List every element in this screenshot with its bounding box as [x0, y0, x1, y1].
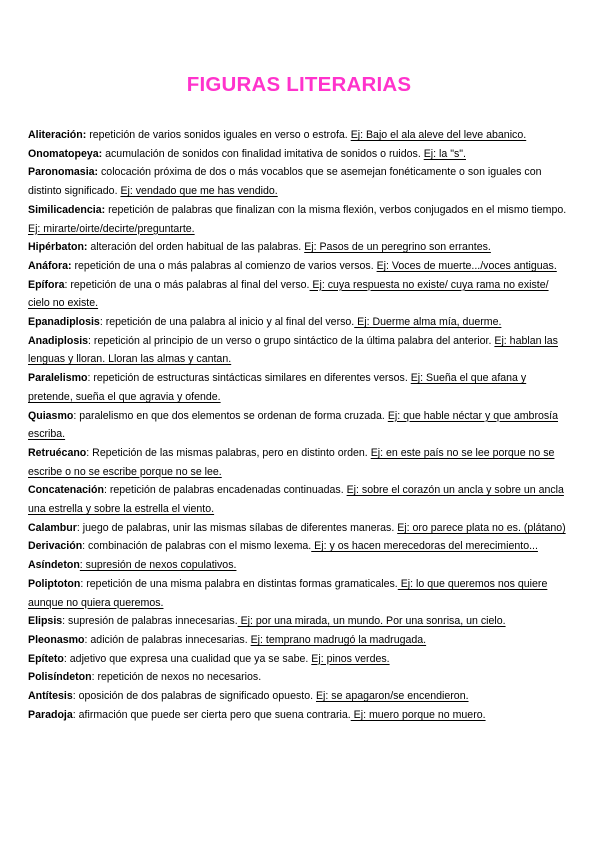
figure-example: Ej: en este país no se lee porque no se escribe o no se escribe porque no se lee. — [28, 446, 555, 478]
figure-term: Retruécano — [28, 446, 87, 459]
figure-term: Epanadiplosis — [28, 316, 100, 329]
figure-term: Anadiplosis — [28, 334, 89, 347]
figure-example: Ej: mirarte/oirte/decirte/preguntarte. — [28, 222, 195, 235]
figure-entry — [28, 706, 570, 725]
figure-term: Calambur — [28, 521, 77, 534]
figure-entry — [28, 332, 570, 369]
figure-term: Pleonasmo — [28, 633, 85, 646]
figure-entry — [28, 444, 570, 481]
figure-term: Onomatopeya: — [28, 147, 103, 160]
figure-definition: repetición de una o más palabras al comienzo de varios versos. — [71, 259, 377, 272]
figure-definition: : combinación de palabras con el mismo lexema. — [82, 540, 312, 553]
figure-entry — [28, 201, 570, 238]
figure-term: Hipérbaton: — [28, 241, 88, 254]
figure-example: Ej: oro parece plata no es. (plátano) — [397, 521, 566, 534]
figure-entry — [28, 276, 570, 313]
figure-term: Polisíndeton — [28, 671, 92, 684]
figure-term: Antítesis — [28, 690, 73, 703]
figure-example: Ej: pinos verdes. — [311, 652, 390, 665]
figure-example: Ej: Sueña el que afana y pretende, sueña el que agravia y ofende. — [28, 372, 527, 403]
figure-definition: : Repetición de las mismas palabras, pero en distinto orden. — [86, 446, 371, 459]
figure-definition: : repetición de palabras encadenadas continuadas. — [103, 484, 347, 497]
figure-example: Ej: sobre el corazón un ancla y sobre un ancla una estrella y sobre la estrella el viento. — [28, 484, 564, 516]
figure-term: Quiasmo — [28, 409, 74, 422]
figure-entry — [28, 313, 570, 332]
figure-definition: : repetición de estructuras sintácticas similares en diferentes versos. — [87, 372, 411, 385]
figure-example: Ej: Voces de muerte.../voces antiguas. — [376, 259, 557, 272]
figure-definition: : repetición al principio de un verso o grupo sintáctico de la última palabra del anterior. — [88, 334, 495, 347]
figure-term: Derivación — [28, 540, 83, 553]
figure-example: Ej: muero porque no muero. — [350, 708, 486, 721]
figure-definition: : oposición de dos palabras de significado opuesto. — [72, 690, 316, 703]
figure-definition: alteración del orden habitual de las palabras. — [87, 241, 305, 254]
figure-example: Ej: y os hacen merecedoras del merecimiento... — [311, 540, 538, 553]
figure-term: Asíndeton — [28, 559, 80, 572]
figures-list — [28, 126, 570, 725]
figure-example: Ej: se apagaron/se encendieron. — [315, 690, 469, 703]
figure-definition: : juego de palabras, unir las mismas sílabas de diferentes maneras. — [76, 521, 398, 534]
figure-definition: acumulación de sonidos con finalidad imitativa de sonidos o ruidos. — [102, 147, 424, 160]
figure-example: : supresión de nexos copulativos. — [79, 559, 237, 572]
figure-term: Similicadencia: — [28, 203, 106, 216]
figure-example: Ej: por una mirada, un mundo. Por una sonrisa, un cielo. — [237, 615, 506, 628]
figure-example: Ej: hablan las lenguas y lloran. Lloran las almas y cantan. — [28, 334, 558, 366]
figure-entry — [28, 537, 570, 556]
figure-example: Ej: Duerme alma mía, duerme. — [354, 316, 502, 329]
figure-example: Ej: la "s". — [423, 147, 466, 160]
figure-example: Ej: cuya respuesta no existe/ cuya rama no existe/ cielo no existe. — [28, 278, 549, 310]
figure-term: Epíteto — [28, 652, 64, 665]
page-title: FIGURAS LITERARIAS — [186, 73, 412, 96]
figure-example: Ej: que hable néctar y que ambrosía escriba. — [28, 409, 559, 441]
figure-entry — [28, 575, 570, 612]
figure-entry — [28, 126, 570, 145]
figure-entry — [28, 238, 570, 257]
figure-entry — [28, 369, 570, 406]
figure-definition: : paralelismo en que dos elementos se ordenan de forma cruzada. — [73, 409, 388, 422]
figure-definition: colocación próxima de dos o más vocablos que se asemejan fonéticamente o son iguales con distinto significado. — [28, 166, 542, 198]
figure-entry — [28, 687, 570, 706]
figure-entry — [28, 407, 570, 444]
figure-definition: : repetición de una misma palabra en distintas formas gramaticales. — [80, 577, 398, 590]
figure-definition: : repetición de una palabra al inicio y al final del verso. — [99, 316, 355, 329]
figure-example: Ej: Bajo el ala aleve del leve abanico. — [350, 129, 527, 141]
figure-entry — [28, 519, 570, 538]
figure-entry — [28, 481, 570, 518]
figure-entry — [28, 631, 570, 650]
figure-entry — [28, 612, 570, 631]
figure-definition: : adjetivo que expresa una cualidad que ya se sabe. — [63, 652, 312, 665]
figure-example: Ej: temprano madrugó la madrugada. — [250, 633, 427, 646]
figure-term: Elipsis — [28, 615, 63, 628]
figure-definition: repetición de varios sonidos iguales en verso o estrofa. — [86, 129, 351, 141]
figure-term: Paralelismo — [28, 372, 88, 385]
figure-example: Ej: vendado que me has vendido. — [120, 185, 278, 198]
figure-term: Aliteración: — [28, 129, 87, 141]
figure-example: Ej: Pasos de un peregrino son errantes. — [304, 241, 491, 254]
figure-definition: : adición de palabras innecesarias. — [84, 633, 251, 646]
figure-term: Epífora — [28, 278, 65, 291]
figure-entry — [28, 145, 570, 164]
figure-term: Poliptoton — [28, 577, 81, 590]
figure-definition: : supresión de palabras innecesarias. — [62, 615, 238, 628]
figure-entry — [28, 257, 570, 276]
figure-entry — [28, 650, 570, 669]
figure-definition: : afirmación que puede ser cierta pero que suena contraria. — [72, 708, 351, 721]
figure-term: Paronomasia: — [28, 166, 99, 179]
figure-term: Anáfora: — [28, 259, 72, 272]
figure-entry — [28, 556, 570, 575]
figure-definition: : repetición de nexos no necesarios. — [91, 671, 262, 684]
figure-definition: : repetición de una o más palabras al final del verso. — [64, 278, 310, 291]
figure-example: Ej: lo que queremos nos quiere aunque no quiera queremos. — [28, 577, 548, 609]
figure-definition: repetición de palabras que finalizan con la misma flexión, verbos conjugados en el mismo tiempo. — [105, 203, 567, 216]
figure-term: Concatenación — [28, 484, 104, 497]
figure-term: Paradoja — [28, 708, 73, 721]
figure-entry — [28, 668, 570, 687]
figure-entry — [28, 163, 570, 200]
